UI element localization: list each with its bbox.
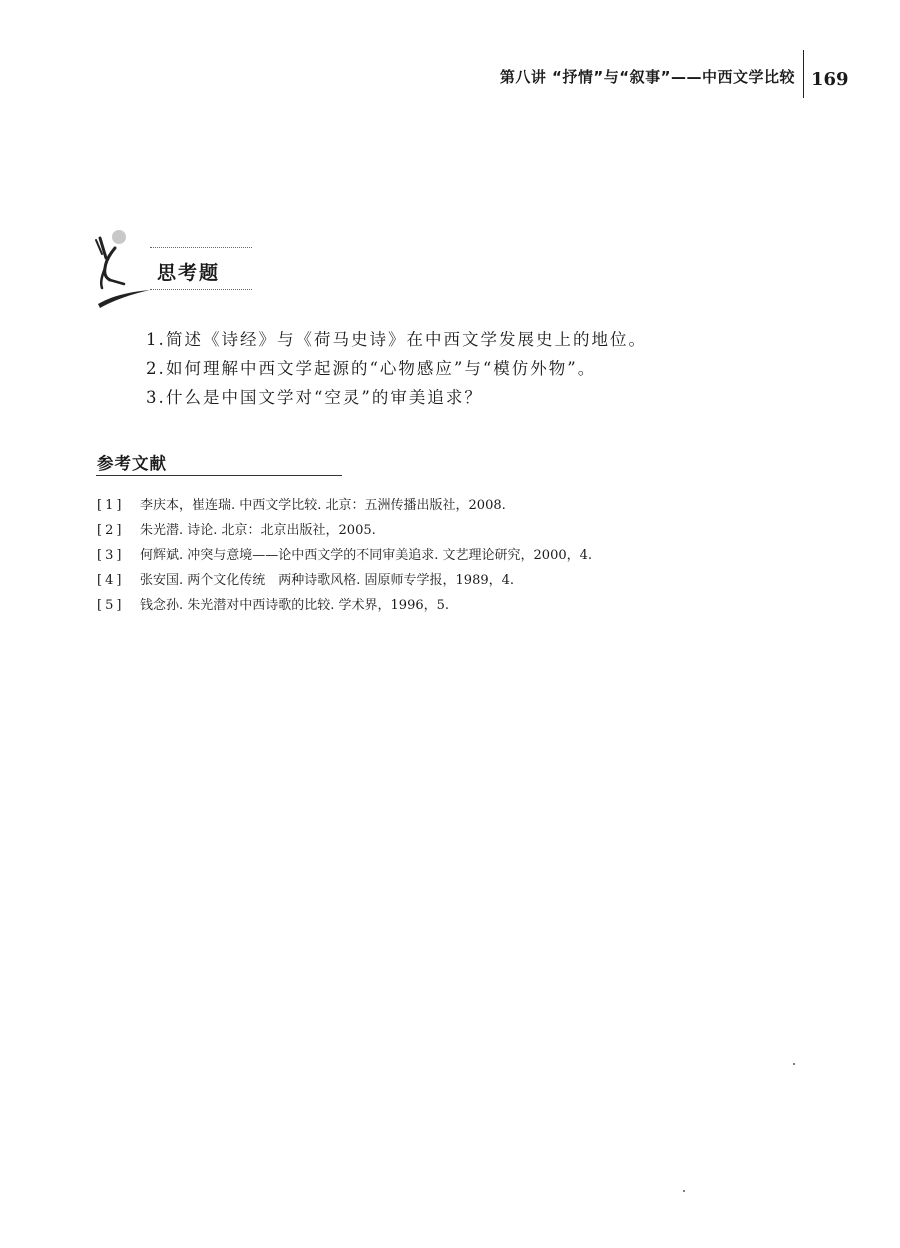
reference-label: [2]: [97, 523, 125, 538]
question-item: [146, 383, 647, 412]
reference-label: [5]: [97, 598, 125, 613]
reference-text: 李庆本，崔连瑞. 中西文学比较. 北京：五洲传播出版社，2008.: [140, 498, 506, 513]
scan-speck: [793, 1063, 795, 1065]
question-number: 1.: [146, 330, 166, 349]
reference-item: [97, 518, 592, 543]
figure-icon: [88, 228, 158, 312]
reference-label: [4]: [97, 573, 125, 588]
reference-text: 钱念孙. 朱光潜对中西诗歌的比较. 学术界，1996，5.: [140, 598, 450, 613]
reference-item: [97, 543, 592, 568]
reference-item: [97, 593, 592, 618]
question-number: 2.: [146, 359, 166, 378]
reference-text: 张安国. 两个文化传统 两种诗歌风格. 固原师专学报，1989，4.: [140, 573, 515, 588]
running-header-title: 第八讲 “抒情”与“叙事”——中西文学比较: [499, 68, 795, 86]
reference-label: [3]: [97, 548, 125, 563]
header-divider: [803, 50, 804, 98]
references-heading: 参考文献: [97, 454, 167, 473]
reference-text: 朱光潜. 诗论. 北京：北京出版社，2005.: [140, 523, 376, 538]
references-rule: [96, 475, 342, 476]
question-text: 简述《诗经》与《荷马史诗》在中西文学发展史上的地位。: [166, 330, 647, 349]
section-title: 思考题: [157, 262, 221, 284]
question-text: 什么是中国文学对“空灵”的审美追求？: [166, 388, 483, 407]
scan-speck: [683, 1190, 685, 1192]
reference-label: [1]: [97, 498, 125, 513]
title-dotted-rule-bottom: [150, 289, 252, 290]
reference-text: 何辉斌. 冲突与意境——论中西文学的不同审美追求. 文艺理论研究，2000，4.: [140, 548, 593, 563]
reference-item: [97, 568, 592, 593]
reference-item: [97, 493, 592, 518]
question-number: 3.: [146, 388, 166, 407]
question-item: [146, 325, 647, 354]
title-dotted-rule-top: [150, 247, 252, 248]
question-list: [146, 325, 647, 412]
question-text: 如何理解中西文学起源的“心物感应”与“模仿外物”。: [166, 359, 597, 378]
page-number: 169: [811, 69, 849, 90]
question-item: [146, 354, 647, 383]
reference-list: [97, 493, 592, 618]
